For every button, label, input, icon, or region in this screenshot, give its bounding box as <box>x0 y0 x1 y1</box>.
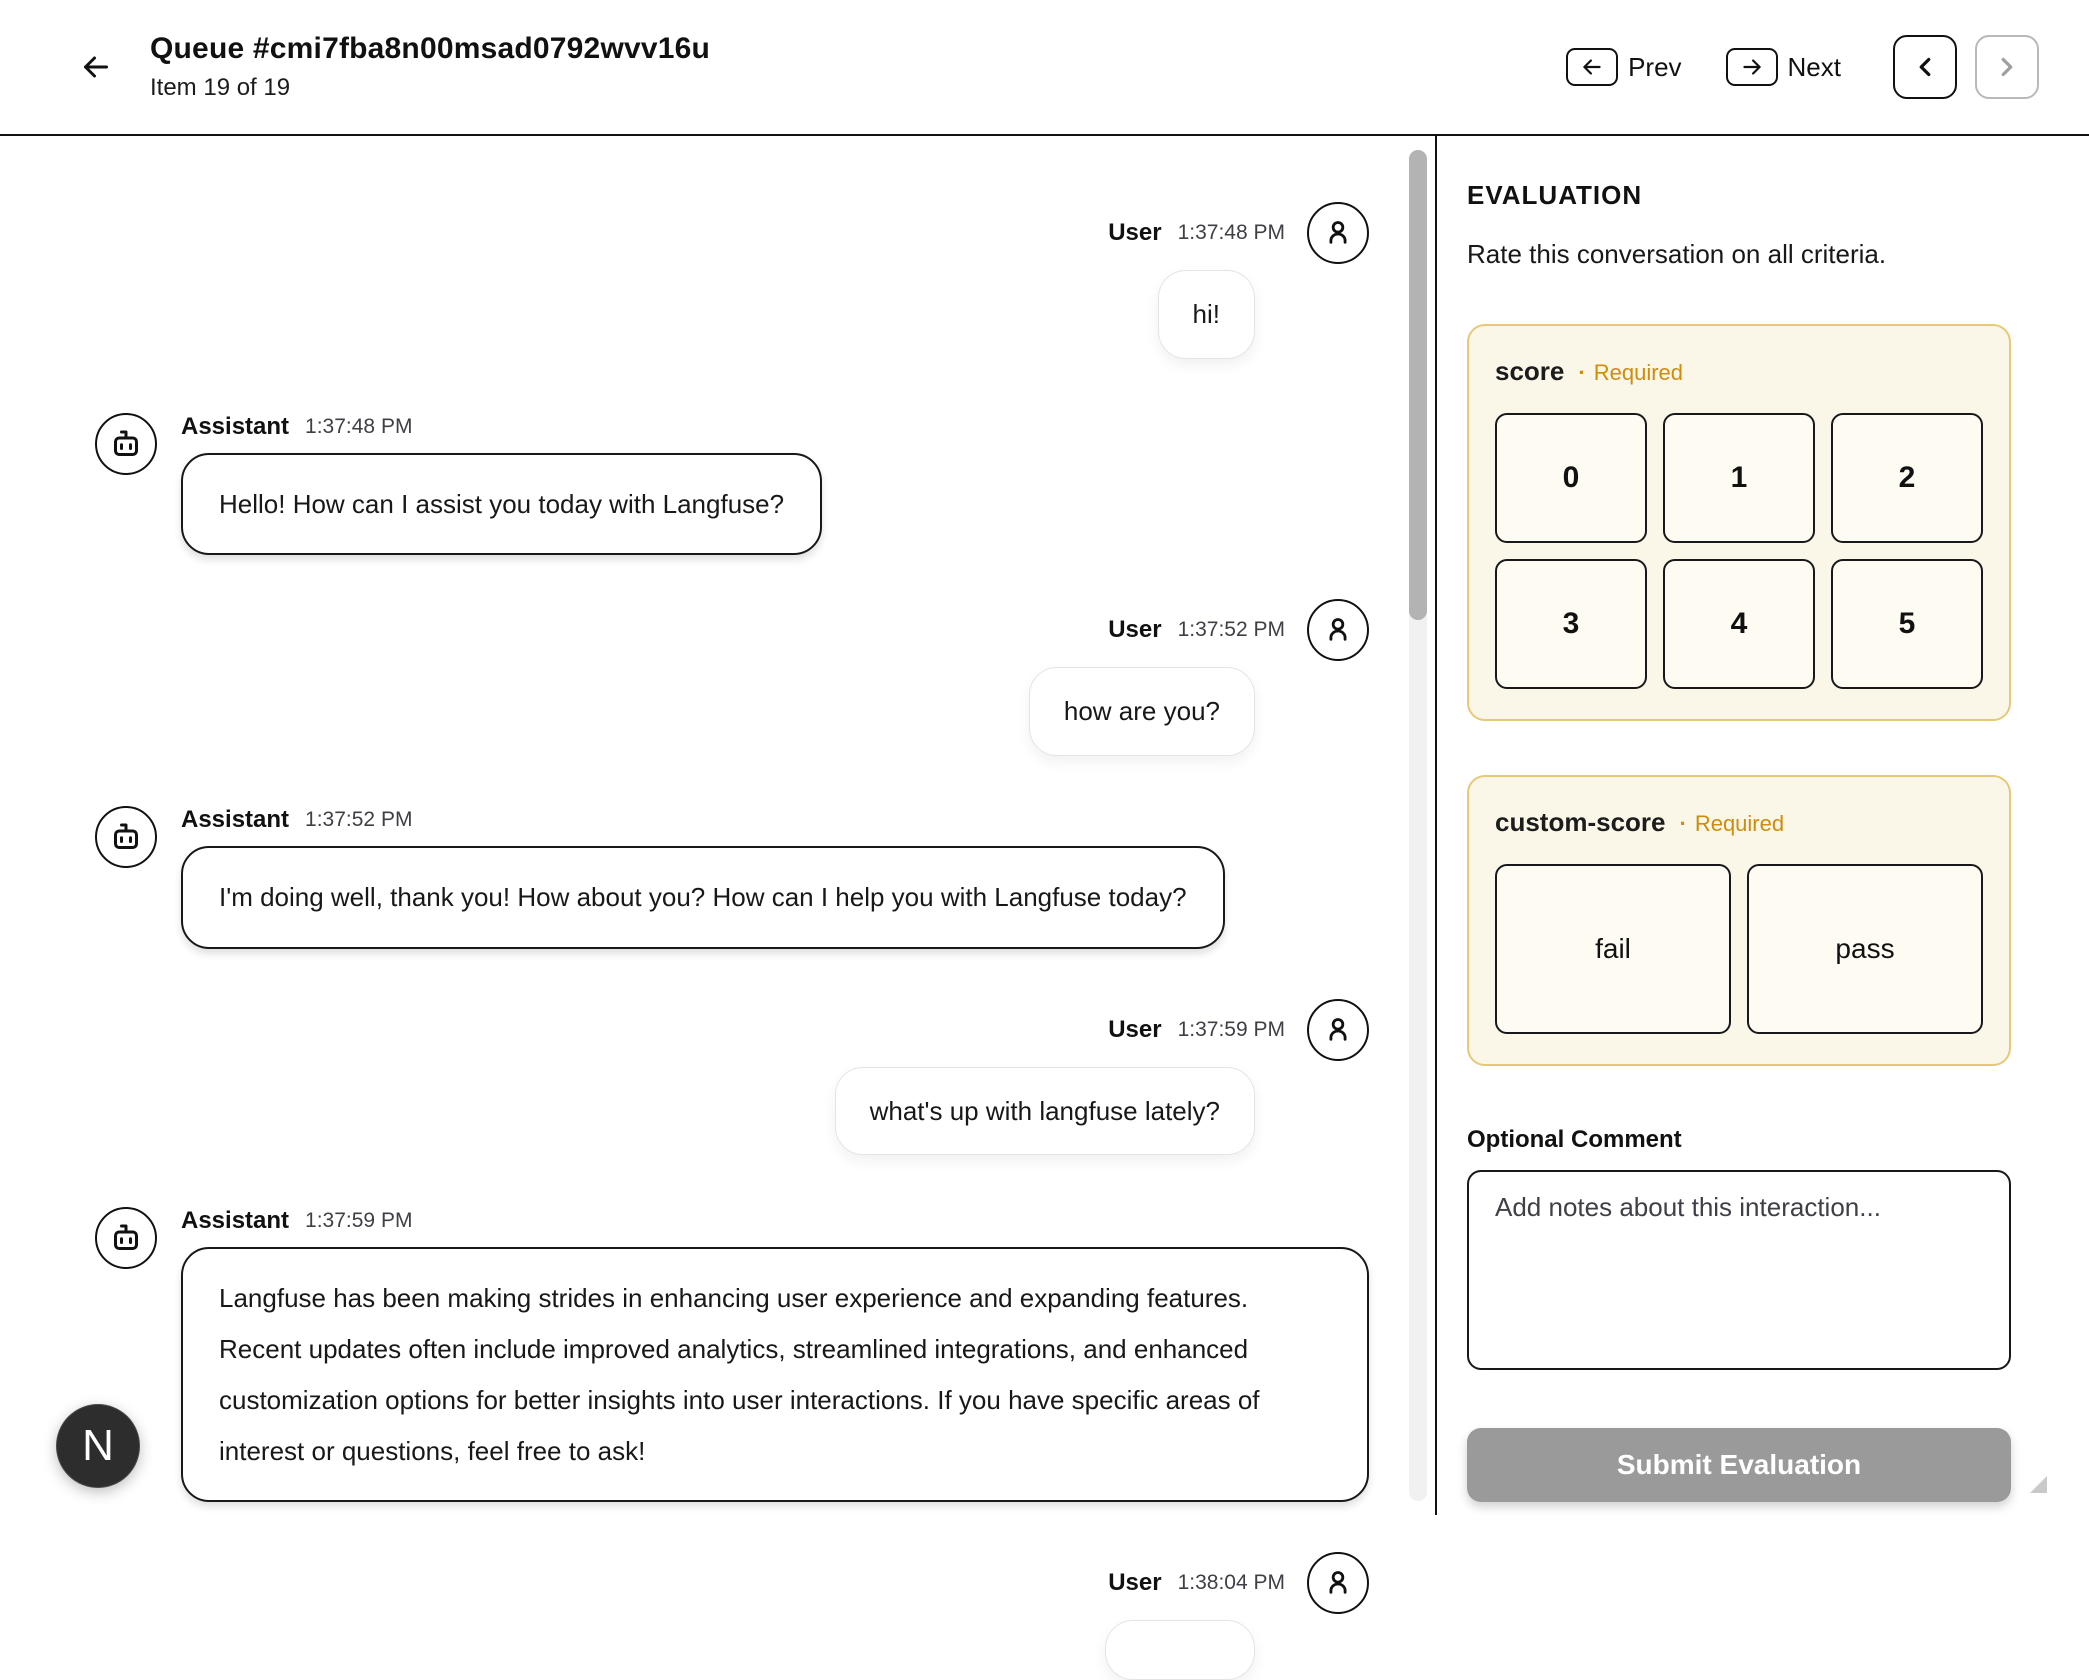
message-author: Assistant <box>181 412 290 440</box>
chat-message-user <box>95 1552 1369 1680</box>
arrow-left-key-icon <box>1566 48 1618 86</box>
message-timestamp: 1:37:48 PM <box>1177 221 1285 244</box>
message-timestamp: 1:37:52 PM <box>305 808 413 832</box>
prev-button[interactable] <box>1566 48 1681 86</box>
chevron-left-icon <box>1910 52 1940 82</box>
next-button-label: Next <box>1787 51 1841 82</box>
prev-item-button[interactable] <box>1893 35 1957 99</box>
score-option-5[interactable]: 5 <box>1831 559 1983 689</box>
custom-score-option-fail[interactable]: fail <box>1495 864 1731 1034</box>
custom-score-options <box>1495 864 1983 1034</box>
criterion-card-score <box>1467 324 2011 721</box>
score-option-2[interactable]: 2 <box>1831 413 1983 543</box>
comment-label: Optional Comment <box>1467 1126 1682 1153</box>
message-bubble: Hello! How can I assist you today with Langfuse? <box>181 453 822 556</box>
header <box>0 0 2089 136</box>
person-icon <box>1307 202 1369 264</box>
criterion-card-custom-score <box>1467 775 2011 1066</box>
person-icon <box>1307 1552 1369 1614</box>
chat-transcript <box>0 136 1435 1597</box>
message-bubble: Langfuse has been making strides in enhancing user experience and expanding features. Recent updates often include improved analytics, streamlined integrations, and enhanced customization options for better insights into user interactions. If you have specific areas of interest or questions, feel free to ask! <box>181 1247 1369 1502</box>
evaluation-subtitle: Rate this conversation on all criteria. <box>1467 239 1887 269</box>
message-timestamp: 1:37:52 PM <box>1177 618 1285 642</box>
chevron-right-icon <box>1992 52 2022 82</box>
page-title: Queue #cmi7fba8n00msad0792wvv16u <box>150 32 711 65</box>
message-author: User <box>1108 219 1162 246</box>
message-timestamp: 1:38:04 PM <box>1177 1571 1285 1595</box>
message-bubble: hi! <box>1158 270 1255 359</box>
prev-button-label: Prev <box>1628 51 1682 82</box>
message-author: Assistant <box>181 806 290 834</box>
nextjs-devtools-button[interactable] <box>56 1404 140 1488</box>
message-author: User <box>1108 616 1162 644</box>
back-button[interactable] <box>72 43 120 91</box>
main-area <box>0 136 2089 1597</box>
message-bubble: I'm doing well, thank you! How about you? How can I help you with Langfuse today? <box>181 846 1225 949</box>
score-option-3[interactable]: 3 <box>1495 559 1647 689</box>
message-bubble <box>1105 1620 1255 1680</box>
required-badge: · Required <box>1578 360 1683 386</box>
arrow-right-key-icon <box>1726 48 1778 86</box>
chat-message-user <box>95 999 1369 1156</box>
header-nav <box>1566 35 2039 99</box>
item-pager <box>1893 35 2039 99</box>
chat-message-user <box>95 599 1369 756</box>
resize-handle-icon[interactable] <box>2030 1476 2047 1493</box>
person-icon <box>1307 999 1369 1061</box>
custom-score-option-pass[interactable]: pass <box>1747 864 1983 1034</box>
criterion-name: score <box>1495 356 1565 386</box>
person-icon <box>1307 599 1369 661</box>
chat-message-assistant <box>95 1207 1369 1502</box>
chat-message-assistant <box>95 806 1369 949</box>
message-author: Assistant <box>181 1207 290 1235</box>
score-options <box>1495 413 1983 689</box>
evaluation-panel <box>1435 136 2089 1515</box>
chat-message-assistant <box>95 413 1369 556</box>
chat-scrollbar-thumb[interactable] <box>1409 150 1427 620</box>
next-item-button[interactable] <box>1975 35 2039 99</box>
message-bubble: how are you? <box>1029 667 1255 756</box>
item-counter: Item 19 of 19 <box>150 74 291 101</box>
message-author: User <box>1108 1015 1162 1043</box>
score-option-0[interactable]: 0 <box>1495 413 1647 543</box>
nextjs-logo-icon: N <box>82 1421 114 1470</box>
comment-input[interactable] <box>1467 1170 2011 1370</box>
message-timestamp: 1:37:59 PM <box>1177 1017 1285 1041</box>
submit-evaluation-button[interactable]: Submit Evaluation <box>1467 1428 2011 1502</box>
arrow-left-icon <box>78 49 114 85</box>
message-timestamp: 1:37:59 PM <box>305 1209 413 1233</box>
chat-scrollbar-track[interactable] <box>1409 150 1427 1501</box>
chat-message-user <box>95 202 1369 359</box>
robot-icon <box>95 806 157 868</box>
message-bubble: what's up with langfuse lately? <box>835 1067 1255 1156</box>
required-badge: · Required <box>1680 811 1785 837</box>
message-timestamp: 1:37:48 PM <box>305 414 413 438</box>
next-button[interactable] <box>1726 48 1841 86</box>
message-author: User <box>1108 1569 1162 1597</box>
robot-icon <box>95 1207 157 1269</box>
score-option-1[interactable]: 1 <box>1663 413 1815 543</box>
robot-icon <box>95 413 157 475</box>
criterion-name: custom-score <box>1495 807 1666 837</box>
score-option-4[interactable]: 4 <box>1663 559 1815 689</box>
evaluation-title: EVALUATION <box>1467 180 1643 210</box>
title-block <box>150 32 710 102</box>
